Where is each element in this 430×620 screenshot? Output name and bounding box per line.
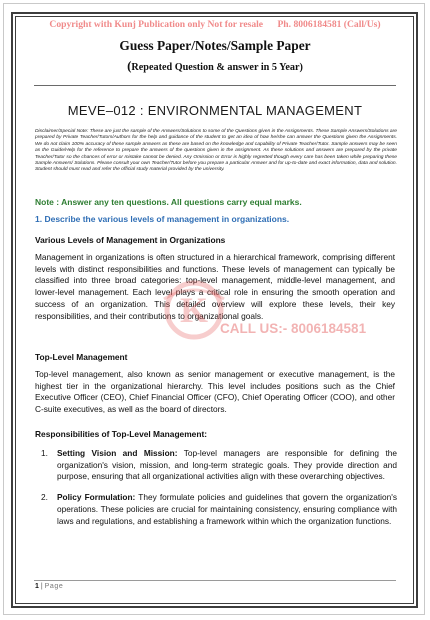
instruction-note: Note : Answer any ten questions. All questions carry equal marks. <box>35 197 302 207</box>
list-item-number: 1. <box>41 448 48 458</box>
watermark-text: CALL US:- 8006184581 <box>220 321 367 336</box>
list-item-lead: Policy Formulation: <box>57 492 136 503</box>
document-subtitle <box>0 58 430 74</box>
footer-separator: | <box>38 583 45 590</box>
page-label: Page <box>44 583 64 590</box>
responsibilities-list <box>35 448 397 527</box>
page-number: 1 <box>35 583 39 590</box>
section-heading-top-level: Top-Level Management <box>35 352 128 362</box>
list-item-text: Top-level managers are responsible for defining the organization's vision, mission, and long-term strategic goals. They provide direction and purpose, ensuring that all organizational activities align with these overarching objectives. <box>57 448 397 482</box>
disclaimer-text: Disclaimer/Special Note: These are just the sample of the Answers/Solutions to some of the Questions given in the Assignments. These Sample Answers/Solutions are prepared by Private Teacher/Tutors/Authors for the help and guidance of the student to get an idea of how he/she can answer the Questions given the Assignments. We do not claim 100% accuracy of these sample answers as these are based on the knowledge and capability of Private Teacher/Tutor. Sample answers may be seen as the Guide/Help for the reference to prepare the answers of the questions given in the assignment. As these solutions and answers are prepared by the private Teacher/Tutor so the chances of error or mistake cannot be denied. Any Omission or Error is highly regretted though every care has been taken while preparing these Sample Answers/ Solutions. Please consult your own Teacher/Tutor before you prepare a particular Answer and for up-to-date and exact information, data and solution. Student should must read and refer the official study material provided by the university. <box>35 129 397 173</box>
list-item <box>35 448 397 483</box>
subtitle-open-paren: ( <box>127 58 132 73</box>
responsibilities-heading: Responsibilities of Top-Level Management: <box>35 429 208 439</box>
course-title: MEVE–012 : ENVIRONMENTAL MANAGEMENT <box>67 103 363 118</box>
question-heading: 1. Describe the various levels of management in organizations. <box>35 214 290 224</box>
section-heading-levels: Various Levels of Management in Organizations <box>35 235 226 245</box>
document-title: Guess Paper/Notes/Sample Paper <box>119 38 311 53</box>
paragraph-top-level: Top-level management, also known as senior management or executive management, is the highest tier in the organizational hierarchy. This level includes positions such as the Chief Executive Officer (CEO), Chief Financial Officer (CFO), Chief Operating Officer (COO), and other C-suite executives, as well as the board of directors. <box>35 369 395 415</box>
copyright-notice: Copyright with Kunj Publication only Not for resale Ph. 8006184581 (Call/Us) <box>49 19 381 30</box>
list-item-text: They formulate policies and guidelines that govern the organization's operations. These policies are crucial for maintaining consistency, ensuring compliance with laws and regulations, and establishing a framework within which the organization functions. <box>57 492 397 526</box>
watermark-logo-letter: K <box>179 290 209 330</box>
list-item <box>35 492 397 527</box>
list-item-lead: Setting Vision and Mission: <box>57 448 178 458</box>
page-footer <box>35 583 63 590</box>
paragraph-levels: Management in organizations is often structured in a hierarchical framework, comprising different levels with distinct responsibilities and functions. These levels of management can typically be classified into three broad categories: top-level management, middle-level management, and lower-level management. Each level plays a critical role in ensuring the smooth operation and success of an organization. This detailed overview will explore these levels, their key responsibilities, and their contributions to organizational goals. <box>35 252 395 321</box>
subtitle-text: Repeated Question & answer in 5 Year) <box>131 62 303 73</box>
footer-divider <box>34 580 396 581</box>
list-item-number: 2. <box>41 492 48 503</box>
header-divider <box>34 85 396 86</box>
